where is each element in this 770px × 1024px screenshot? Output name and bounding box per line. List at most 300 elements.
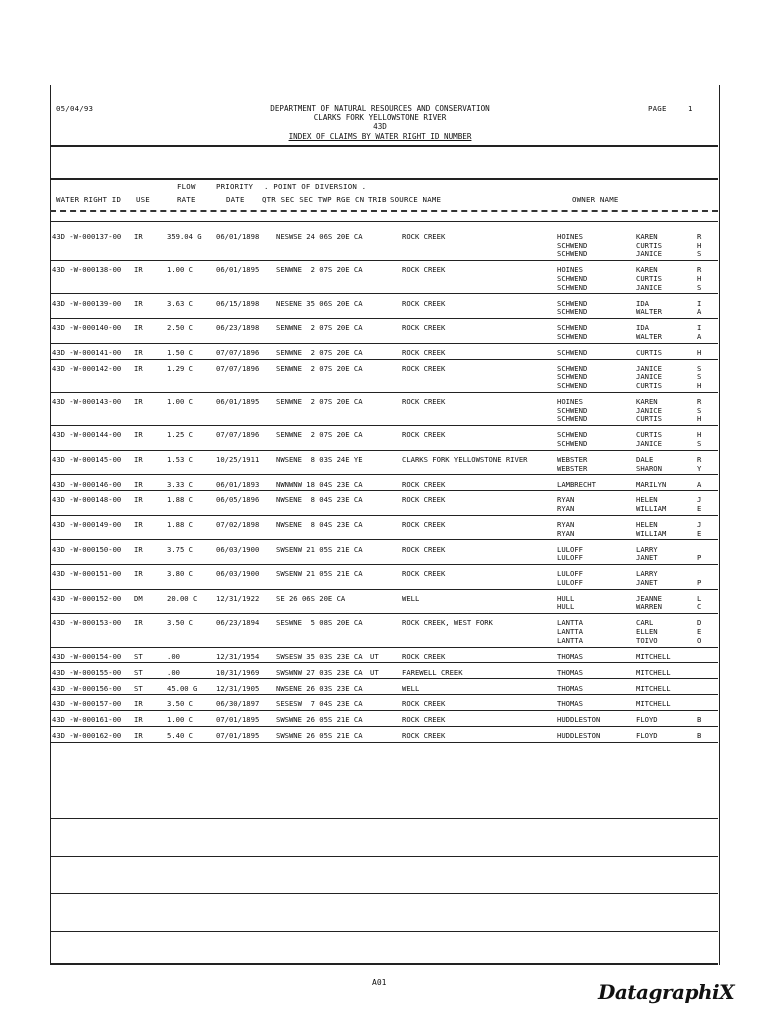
owner-last: LANTTA [557, 635, 583, 645]
claim-rate: 45.00 G [167, 683, 198, 693]
claim-date: 07/02/1898 [216, 520, 260, 529]
owner-first: WALTER [636, 307, 662, 317]
columns-dash-rule [50, 210, 718, 212]
owner-first: CURTIS [636, 240, 662, 250]
claim-row [52, 266, 716, 292]
claim-pod: SWSWNE 26 05S 21E CA [276, 731, 363, 741]
claim-pod: NWSENE 8 04S 23E CA [276, 495, 363, 505]
claim-rate: 20.00 C [167, 593, 198, 603]
row-separator [50, 662, 718, 663]
claim-rate: 1.00 C [167, 265, 193, 275]
owner-first: WILLIAM [636, 504, 667, 514]
owner-last: HOINES [557, 265, 583, 275]
claim-pod: SWSENW 21 05S 21E CA [276, 544, 363, 554]
claim-wrid: 43D -W-000142-00 [52, 363, 122, 373]
row-separator [50, 425, 718, 426]
claim-wrid: 43D -W-000148-00 [52, 495, 122, 505]
claim-rate: 2.50 C [167, 323, 193, 333]
claim-row [52, 595, 716, 612]
owner-first: LARRY [636, 569, 658, 579]
basin-code: 43D [373, 122, 387, 131]
claim-pod: NWSENE 26 03S 23E CA [276, 683, 363, 693]
owner-initial: H [697, 240, 702, 250]
claim-date: 10/25/1911 [216, 454, 260, 464]
row-separator [50, 613, 718, 614]
blank-rule [50, 893, 718, 894]
claim-pod: NESWSE 24 06S 20E CA [276, 232, 363, 241]
owner-last: SCHWEND [557, 273, 588, 283]
row-separator [50, 490, 718, 491]
owner-initial: S [697, 438, 702, 448]
owner-first: MARILYN [636, 479, 667, 489]
claim-pod: SESESW 7 04S 23E CA [276, 699, 363, 709]
owner-initial: S [697, 282, 702, 292]
claim-use: IR [134, 454, 143, 464]
row-separator [50, 710, 718, 711]
owner-initial: S [697, 249, 702, 259]
owner-last: SCHWEND [557, 363, 588, 373]
claim-date: 07/01/1895 [216, 715, 260, 725]
claim-rate: 1.00 C [167, 397, 193, 406]
claim-rate: 1.29 C [167, 363, 193, 373]
claim-wrid: 43D -W-000154-00 [52, 651, 122, 661]
owner-first: WILLIAM [636, 528, 667, 538]
owner-initial: R [697, 454, 702, 464]
claim-rate: 1.50 C [167, 347, 193, 357]
owner-last: LULOFF [557, 553, 583, 563]
owner-last: RYAN [557, 495, 575, 505]
claim-row [52, 233, 716, 259]
claim-rate: 3.50 C [167, 699, 193, 709]
claim-wrid: 43D -W-000145-00 [52, 454, 122, 464]
owner-initial: E [697, 528, 702, 538]
owner-last: SCHWEND [557, 249, 588, 259]
claim-rate: 359.04 G [167, 232, 202, 241]
claim-rate: 1.53 C [167, 454, 193, 464]
claim-pod: NESENE 35 06S 20E CA [276, 298, 363, 308]
owner-initial: B [697, 731, 702, 741]
claim-rate: 1.88 C [167, 520, 193, 529]
claim-source: ROCK CREEK, WEST FORK [402, 618, 493, 628]
claim-row [52, 653, 716, 662]
claim-row [52, 685, 716, 694]
owner-initial: H [697, 381, 702, 391]
claim-row [52, 300, 716, 317]
claim-row [52, 700, 716, 709]
owner-first: MITCHELL [636, 667, 671, 677]
claim-date: 10/31/1969 [216, 667, 260, 677]
claim-source: ROCK CREEK [402, 232, 446, 241]
row-separator [50, 343, 718, 344]
owner-last: SCHWEND [557, 430, 588, 440]
claim-row [52, 716, 716, 725]
owner-last: HULL [557, 593, 575, 603]
owner-initial: R [697, 397, 702, 406]
row-separator [50, 474, 718, 475]
row-separator [50, 678, 718, 679]
claim-pod: SENWNE 2 07S 20E CA [276, 430, 363, 440]
owner-first: JANICE [636, 372, 662, 382]
col-flow: FLOW [177, 182, 196, 191]
owner-last: THOMAS [557, 683, 583, 693]
owner-last: THOMAS [557, 667, 583, 677]
owner-first: JANICE [636, 282, 662, 292]
claim-pod: SWSESW 35 03S 23E CA [276, 651, 363, 661]
claim-row [52, 324, 716, 341]
owner-last: RYAN [557, 504, 575, 514]
claim-row [52, 481, 716, 490]
claim-row [52, 570, 716, 587]
claim-rate: 1.88 C [167, 495, 193, 505]
owner-last: SCHWEND [557, 307, 588, 317]
row-separator [50, 647, 718, 648]
col-priority: PRIORITY [216, 182, 254, 191]
claim-row [52, 431, 716, 448]
claim-date: 07/07/1896 [216, 430, 260, 440]
claim-row [52, 619, 716, 645]
owner-first: CURTIS [636, 381, 662, 391]
row-separator [50, 293, 718, 294]
owner-last: SCHWEND [557, 347, 588, 357]
row-separator [50, 694, 718, 695]
claim-pod: SENWNE 2 07S 20E CA [276, 323, 363, 333]
owner-first: JANICE [636, 363, 662, 373]
owner-first: LARRY [636, 544, 658, 554]
claim-wrid: 43D -W-000161-00 [52, 715, 122, 725]
claim-date: 06/15/1898 [216, 298, 260, 308]
claim-row [52, 398, 716, 424]
col-source-name: SOURCE NAME [390, 195, 442, 204]
claim-pod: NWSENE 8 04S 23E CA [276, 520, 363, 529]
owner-initial: O [697, 635, 702, 645]
claim-date: 06/30/1897 [216, 699, 260, 709]
claim-source: ROCK CREEK [402, 397, 446, 406]
owner-last: WEBSTER [557, 454, 588, 464]
claim-source: ROCK CREEK [402, 544, 446, 554]
page-label: PAGE [648, 104, 667, 113]
owner-initial: A [697, 331, 702, 341]
claim-use: IR [134, 618, 143, 628]
claim-source: ROCK CREEK [402, 731, 446, 741]
owner-first: JANICE [636, 438, 662, 448]
claim-wrid: 43D -W-000140-00 [52, 323, 122, 333]
basin-name: CLARKS FORK YELLOWSTONE RIVER [313, 113, 447, 122]
row-separator [50, 564, 718, 565]
owner-last: RYAN [557, 528, 575, 538]
row-separator [50, 589, 718, 590]
owner-last: HOINES [557, 232, 583, 241]
claim-use: DM [134, 593, 143, 603]
claim-pod: SWSENW 21 05S 21E CA [276, 569, 363, 579]
claim-row [52, 365, 716, 391]
claim-use: ST [134, 651, 143, 661]
owner-last: HUDDLESTON [557, 715, 601, 725]
claim-pod: SESWNE 5 08S 20E CA [276, 618, 363, 628]
claim-date: 12/31/1954 [216, 651, 260, 661]
claim-trib: UT [370, 651, 379, 661]
owner-first: KAREN [636, 232, 658, 241]
claim-use: ST [134, 683, 143, 693]
owner-initial: A [697, 479, 702, 489]
page-bottom-rule [50, 963, 718, 965]
col-trib: TRIB [368, 195, 387, 204]
owner-initial: S [697, 372, 702, 382]
claim-wrid: 43D -W-000137-00 [52, 232, 122, 241]
claim-wrid: 43D -W-000162-00 [52, 731, 122, 741]
claim-date: 07/01/1895 [216, 731, 260, 741]
claim-wrid: 43D -W-000151-00 [52, 569, 122, 579]
owner-last: SCHWEND [557, 381, 588, 391]
claim-source: ROCK CREEK [402, 699, 446, 709]
owner-first: MITCHELL [636, 651, 671, 661]
claim-use: IR [134, 347, 143, 357]
owner-initial: J [697, 520, 702, 529]
claim-wrid: 43D -W-000150-00 [52, 544, 122, 554]
claim-date: 06/23/1898 [216, 323, 260, 333]
claim-rate: .00 [167, 651, 180, 661]
claim-rate: 3.50 C [167, 618, 193, 628]
owner-first: TOIVO [636, 635, 658, 645]
owner-first: CURTIS [636, 414, 662, 424]
claim-wrid: 43D -W-000138-00 [52, 265, 122, 275]
owner-initial: H [697, 414, 702, 424]
claim-source: ROCK CREEK [402, 520, 446, 529]
claim-rate: 1.00 C [167, 715, 193, 725]
row-separator [50, 392, 718, 393]
header-rule [50, 145, 718, 147]
owner-last: THOMAS [557, 651, 583, 661]
owner-last: SCHWEND [557, 323, 588, 333]
claim-wrid: 43D -W-000156-00 [52, 683, 122, 693]
claim-date: 06/01/1893 [216, 479, 260, 489]
owner-initial: C [697, 602, 702, 612]
claim-pod: SENWNE 2 07S 20E CA [276, 265, 363, 275]
owner-last: HUDDLESTON [557, 731, 601, 741]
claim-source: ROCK CREEK [402, 363, 446, 373]
owner-first: ELLEN [636, 627, 658, 637]
col-water-right-id: WATER RIGHT ID [56, 195, 122, 204]
owner-last: SCHWEND [557, 282, 588, 292]
col-use: USE [136, 195, 150, 204]
page-number: 1 [688, 104, 693, 113]
claim-use: IR [134, 569, 143, 579]
claim-pod: SE 26 06S 20E CA [276, 593, 346, 603]
claim-row [52, 496, 716, 513]
owner-initial: R [697, 232, 702, 241]
owner-initial: P [697, 553, 702, 563]
owner-initial: P [697, 577, 702, 587]
claim-source: ROCK CREEK [402, 265, 446, 275]
owner-last: LULOFF [557, 569, 583, 579]
owner-last: LANTTA [557, 618, 583, 628]
row-separator [50, 539, 718, 540]
owner-initial: A [697, 307, 702, 317]
claim-use: IR [134, 731, 143, 741]
owner-first: FLOYD [636, 715, 658, 725]
claim-pod: SWSWNE 26 05S 21E CA [276, 715, 363, 725]
claim-row [52, 456, 716, 473]
owner-first: JANET [636, 553, 658, 563]
claim-wrid: 43D -W-000155-00 [52, 667, 122, 677]
owner-last: SCHWEND [557, 331, 588, 341]
owner-last: RYAN [557, 520, 575, 529]
owner-initial: H [697, 273, 702, 283]
claim-pod: SENWNE 2 07S 20E CA [276, 397, 363, 406]
row-separator [50, 450, 718, 451]
claim-use: IR [134, 495, 143, 505]
claim-use: IR [134, 520, 143, 529]
owner-first: CURTIS [636, 430, 662, 440]
owner-first: MITCHELL [636, 699, 671, 709]
datagraphix-logo: DatagraphiX [598, 980, 735, 1004]
claim-date: 06/01/1898 [216, 232, 260, 241]
row-separator [50, 515, 718, 516]
owner-last: HOINES [557, 397, 583, 406]
owner-first: JEANNE [636, 593, 662, 603]
claim-wrid: 43D -W-000149-00 [52, 520, 122, 529]
claim-source: ROCK CREEK [402, 430, 446, 440]
owner-initial: E [697, 627, 702, 637]
owner-last: SCHWEND [557, 438, 588, 448]
claim-row [52, 349, 716, 358]
claim-wrid: 43D -W-000139-00 [52, 298, 122, 308]
blank-rule [50, 818, 718, 819]
claim-wrid: 43D -W-000144-00 [52, 430, 122, 440]
owner-last: LANTTA [557, 627, 583, 637]
microfiche-page-code: A01 [372, 978, 387, 987]
claim-use: ST [134, 667, 143, 677]
claim-date: 06/03/1900 [216, 544, 260, 554]
col-date: DATE [226, 195, 245, 204]
report-date: 05/04/93 [56, 104, 94, 113]
claim-wrid: 43D -W-000152-00 [52, 593, 122, 603]
claim-rate: 3.33 C [167, 479, 193, 489]
owner-last: LAMBRECHT [557, 479, 596, 489]
claim-use: IR [134, 323, 143, 333]
owner-initial: E [697, 504, 702, 514]
report-subtitle: INDEX OF CLAIMS BY WATER RIGHT ID NUMBER [288, 132, 472, 141]
claim-use: IR [134, 715, 143, 725]
claim-source: WELL [402, 683, 420, 693]
owner-first: CARL [636, 618, 654, 628]
owner-first: IDA [636, 298, 649, 308]
claim-source: ROCK CREEK [402, 495, 446, 505]
claim-date: 06/05/1896 [216, 495, 260, 505]
owner-initial: D [697, 618, 702, 628]
row-separator [50, 726, 718, 727]
owner-last: WEBSTER [557, 463, 588, 473]
owner-initial: H [697, 430, 702, 440]
owner-first: HELEN [636, 495, 658, 505]
claim-trib: UT [370, 667, 379, 677]
owner-last: THOMAS [557, 699, 583, 709]
claim-use: IR [134, 699, 143, 709]
owner-first: KAREN [636, 265, 658, 275]
columns-bottom-rule [50, 221, 718, 222]
claim-source: ROCK CREEK [402, 347, 446, 357]
claim-source: FAREWELL CREEK [402, 667, 463, 677]
owner-initial: L [697, 593, 702, 603]
claim-date: 06/23/1894 [216, 618, 260, 628]
owner-initial: I [697, 323, 702, 333]
claim-pod: SENWNE 2 07S 20E CA [276, 363, 363, 373]
owner-initial: H [697, 347, 702, 357]
owner-last: SCHWEND [557, 405, 588, 415]
owner-first: KAREN [636, 397, 658, 406]
owner-first: MITCHELL [636, 683, 671, 693]
claim-use: IR [134, 479, 143, 489]
row-separator [50, 359, 718, 360]
claim-date: 12/31/1905 [216, 683, 260, 693]
claim-wrid: 43D -W-000153-00 [52, 618, 122, 628]
claim-row [52, 732, 716, 741]
claim-row [52, 521, 716, 538]
claim-source: ROCK CREEK [402, 569, 446, 579]
claim-pod: NWSENE 8 03S 24E YE [276, 454, 363, 464]
claim-rate: .00 [167, 667, 180, 677]
claim-pod: NWNWNW 18 04S 23E CA [276, 479, 363, 489]
claim-source: ROCK CREEK [402, 479, 446, 489]
col-rate: RATE [177, 195, 196, 204]
row-separator [50, 260, 718, 261]
department-title: DEPARTMENT OF NATURAL RESOURCES AND CONSERVATION [270, 104, 490, 113]
owner-first: IDA [636, 323, 649, 333]
claim-wrid: 43D -W-000157-00 [52, 699, 122, 709]
claim-pod: SWSWNW 27 03S 23E CA [276, 667, 363, 677]
owner-first: CURTIS [636, 347, 662, 357]
owner-last: HULL [557, 602, 575, 612]
owner-initial: J [697, 495, 702, 505]
col-point-of-diversion: . POINT OF DIVERSION . [264, 182, 367, 191]
claim-rate: 3.63 C [167, 298, 193, 308]
claim-use: IR [134, 544, 143, 554]
claim-date: 06/01/1895 [216, 265, 260, 275]
claim-use: IR [134, 397, 143, 406]
claim-rate: 5.40 C [167, 731, 193, 741]
row-separator [50, 318, 718, 319]
claim-source: ROCK CREEK [402, 651, 446, 661]
owner-last: LULOFF [557, 577, 583, 587]
claim-wrid: 43D -W-000141-00 [52, 347, 122, 357]
row-separator [50, 742, 718, 743]
claim-source: ROCK CREEK [402, 298, 446, 308]
claim-pod: SENWNE 2 07S 20E CA [276, 347, 363, 357]
owner-initial: S [697, 363, 702, 373]
owner-last: LULOFF [557, 544, 583, 554]
owner-last: SCHWEND [557, 298, 588, 308]
claim-use: IR [134, 430, 143, 440]
owner-initial: B [697, 715, 702, 725]
owner-first: JANICE [636, 249, 662, 259]
owner-first: DALE [636, 454, 654, 464]
owner-first: JANET [636, 577, 658, 587]
claim-date: 06/03/1900 [216, 569, 260, 579]
owner-first: SHARON [636, 463, 662, 473]
owner-initial: I [697, 298, 702, 308]
claim-date: 12/31/1922 [216, 593, 260, 603]
owner-first: HELEN [636, 520, 658, 529]
claim-source: WELL [402, 593, 420, 603]
owner-last: SCHWEND [557, 414, 588, 424]
blank-rule [50, 931, 718, 932]
claim-rate: 3.75 C [167, 544, 193, 554]
claim-wrid: 43D -W-000143-00 [52, 397, 122, 406]
owner-initial: Y [697, 463, 702, 473]
blank-rule [50, 856, 718, 857]
owner-first: FLOYD [636, 731, 658, 741]
owner-last: SCHWEND [557, 240, 588, 250]
claim-source: ROCK CREEK [402, 323, 446, 333]
